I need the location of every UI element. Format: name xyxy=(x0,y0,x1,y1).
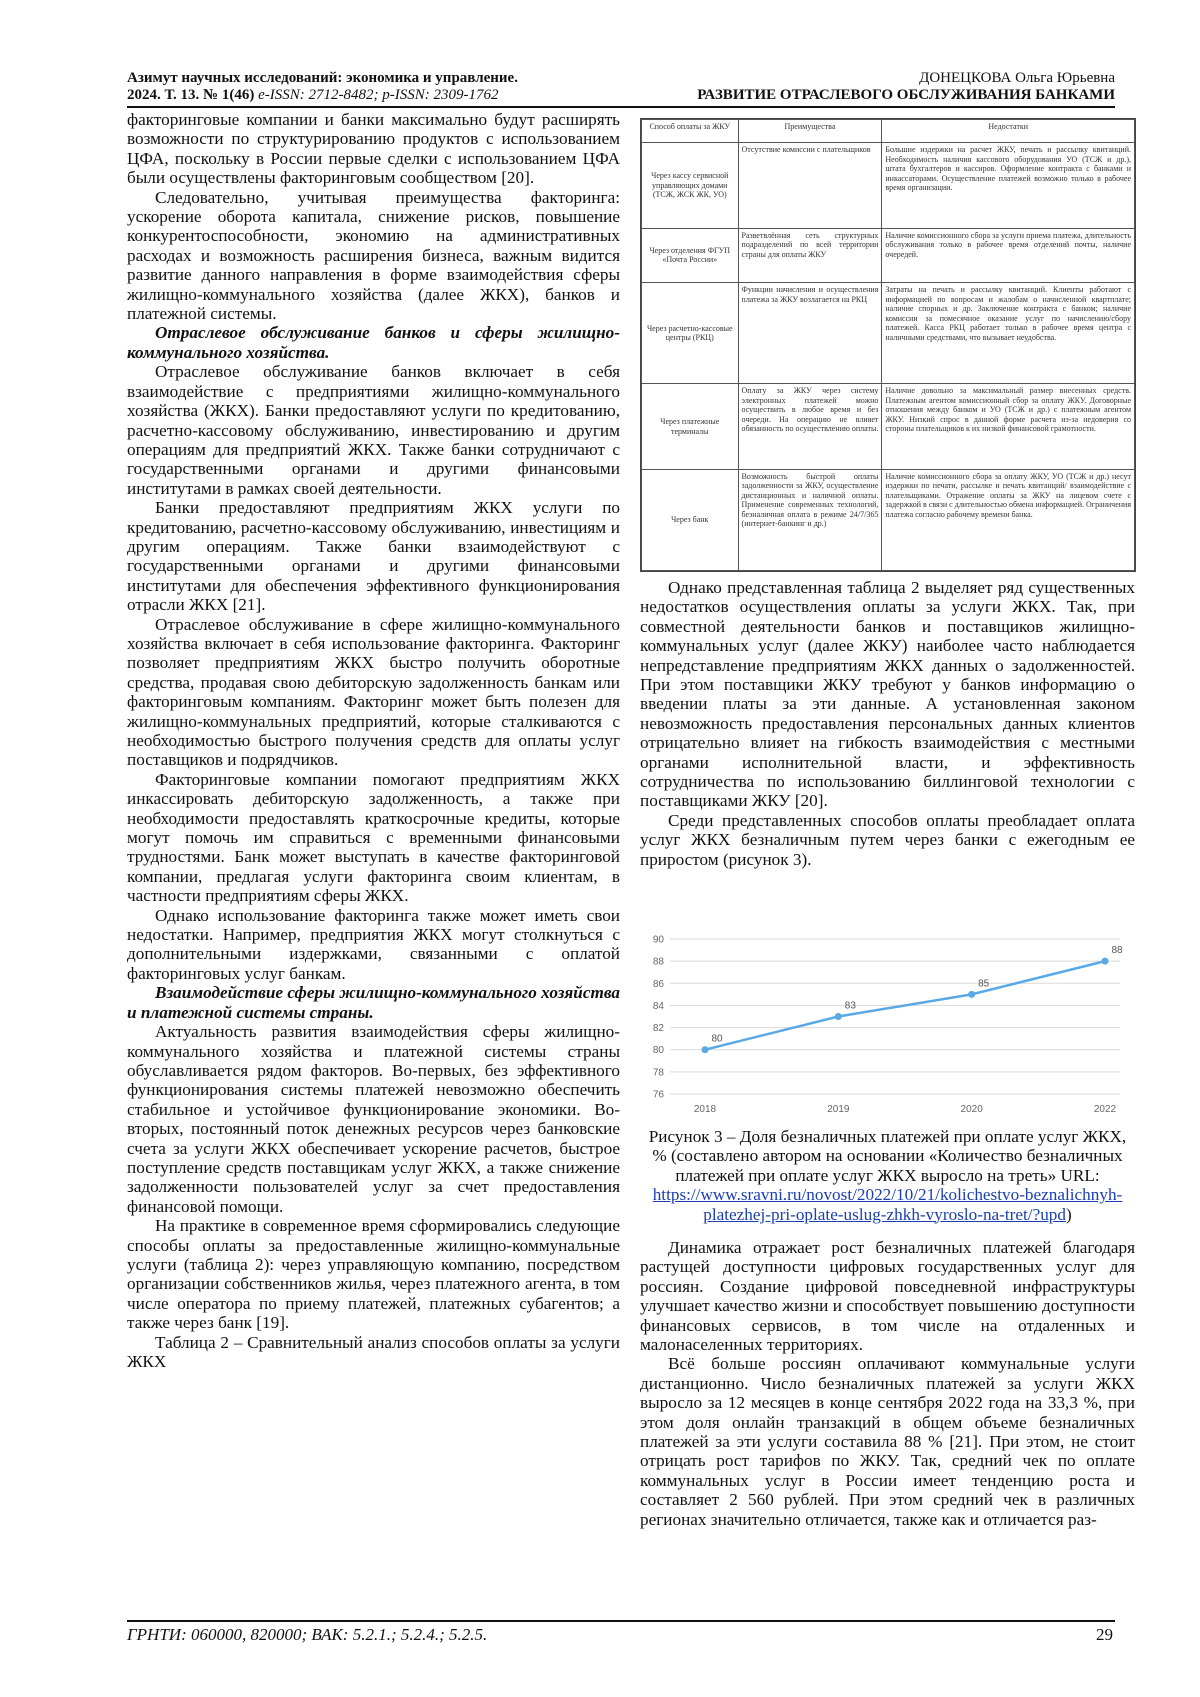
caption-close: ) xyxy=(1065,1204,1072,1224)
table-cell: Наличие комиссионного сбора за оплату ЖКУ, УО (ТСЖ и др.) несут издержки по печати, рассылке и печать квитанций/ взаимодействие с плательщиками. Отражение оплаты за ЖКУ на лицевом счете с задержкой в связи с длительностью обмена информацией. Ограничения платежа согласно рабочему времени банка. xyxy=(882,469,1135,570)
paragraph: Однако представленная таблица 2 выделяет ряд существенных недостатков осуществления оплаты за услуги ЖКХ. Так, при совместной деятельности банков и поставщиков жилищно-коммунальных услуг (далее ЖКУ) наиболее часто наблюдается непредставление предприятиям ЖКХ данных о задолженностей. При этом поставщики ЖКУ требуют у банков информацию о введении платы за эти данные. А установленная законом невозможность предоставления персональных данных клиентов отрицательно влияет на гибкость взаимодействия с местными органами исполнительной власти, и эффективность сотрудничества по использованию биллинговой технологии с поставщиками ЖКУ [20]. xyxy=(640,578,1135,811)
source-link[interactable]: https://www.sravni.ru/novost/2022/10/21/kolichestvo-beznalichnyh-platezhej-pri-oplate-uslug-zhkh-vyroslo-na-tret/?upd xyxy=(652,1185,1123,1224)
table-cell: Возможность быстрой оплаты задолженности за ЖКУ, осуществление дистанционных и наличной оплаты. Применение современных технологий, безналичная оплата в режиме 24/7/365 (интернет-банкинг и др.) xyxy=(738,469,882,570)
y-tick-label: 88 xyxy=(652,956,664,968)
right-column-top xyxy=(640,578,1135,869)
paragraph: Таблица 2 – Сравнительный анализ способов оплаты за услуги ЖКХ xyxy=(127,1332,620,1371)
table-header-cell: Преимущества xyxy=(738,120,882,143)
table-cell: Через кассу сервисной управляющих домами (ТСЖ, ЖСК ЖК, УО) xyxy=(642,143,739,229)
y-tick-label: 82 xyxy=(652,1023,664,1035)
paragraph: Всё больше россиян оплачивают коммунальные услуги дистанционно. Число безналичных платежей за услуги ЖКХ выросло за 12 месяцев в конце сентября 2022 года на 33,3 %, при этом доля онлайн транзакций в общем объеме безналичных платежей за эти услуги составила 88 % [21]. При этом, не стоит отрицать рост тарифов по ЖКУ. Так, средний чек по оплате коммунальных услуг в России имеет тенденцию роста и составляет 2 560 рублей. При этом средний чек в различных регионах значительно отличается, также как и отличается раз- xyxy=(640,1354,1135,1529)
table-cell: Через платежные терминалы xyxy=(642,384,739,470)
table-cell: Оплату за ЖКУ через систему электронных платежей можно осуществить в любое время и без очереди. На операцию не влияет обязанность по осуществлению оплаты. xyxy=(738,384,882,470)
table-row xyxy=(642,283,1135,384)
table-row xyxy=(642,469,1135,570)
paragraph: Среди представленных способов оплаты преобладает оплата услуг ЖКХ безналичным путем через банки с ежегодным ее приростом (рисунок 3). xyxy=(640,810,1135,869)
data-point xyxy=(968,991,975,998)
journal-issue-line xyxy=(127,87,518,104)
paragraph: Динамика отражает рост безналичных платежей благодаря растущей доступности цифровых государственных услуг для россиян. Создание цифровой повседневной инфраструктуры улучшает качество жизни и способствует повышению доступности финансовых сервисов, в том числе на отдаленных и малонаселенных территориях. xyxy=(640,1238,1135,1355)
journal-header xyxy=(127,70,518,104)
paragraph: Однако использование факторинга также может иметь свои недостатки. Например, предприятия ЖКХ могут столкнуться с дополнительными издержками, связанными с оплатой факторинговых услуг банкам. xyxy=(127,905,620,983)
table-cell: Функции начисления и осуществления платежа за ЖКУ возлагается на РКЦ xyxy=(738,283,882,384)
table-cell: Разветвлённая сеть структурных подразделений по всей территории страны для оплаты ЖКУ xyxy=(738,228,882,283)
table-cell: Наличие довольно за максимальный размер внесенных средств. Платежным агентом комиссионный сбор за оплату ЖКУ. Договорные отношения между банком и УО (ТСЖ и др.) с платежным агентом ЖКУ. Низкий спрос в данной форме расчета из-за недоверия со стороны плательщиков к их низкой финансовой грамотности. xyxy=(882,384,1135,470)
section-heading: Взаимодействие сферы жилищно-коммунального хозяйства и платежной системы страны. xyxy=(127,983,620,1022)
header-rule xyxy=(127,106,1115,108)
table-header-cell: Недостатки xyxy=(882,120,1135,143)
x-tick-label: 2022 xyxy=(1093,1104,1117,1115)
table-cell: Большие издержки на расчет ЖКУ, печать и рассылку квитанций. Необходимость наличия кассового оборудования УО (ТСЖ и др.), штата бухгалтеров и кассиров. Оформление контракта с банками и инкассаторами. Осуществление платежей возможно только в рабочее время организации. xyxy=(882,143,1135,229)
table-cell: Через расчетно-кассовые центры (РКЦ) xyxy=(642,283,739,384)
table-cell: Наличие комиссионного сбора за услуги приема платежа, длительность обслуживания только в рабочее время отделений почты, наличие очередей. xyxy=(882,228,1135,283)
right-column-bottom xyxy=(640,1238,1135,1529)
table-row xyxy=(642,384,1135,470)
figure-caption xyxy=(640,1127,1135,1224)
page-number: 29 xyxy=(1096,1625,1113,1644)
y-tick-label: 90 xyxy=(652,934,664,946)
footer-rule xyxy=(127,1620,1115,1622)
paragraph: Актуальность развития взаимодействия сферы жилищно-коммунального хозяйства и платежной системы страны обуславливается рядом факторов. Во-первых, без эффективного функционирования системы платежей невозможно обеспечить стабильное и устойчивое функционирование экономики. Во-вторых, постоянный поток денежных ресурсов через банковские счета за услуги ЖКХ обеспечивает ускорение расчетов, быстрое поступление средств поставщикам услуг ЖКХ, а также снижение задолженности пользователей услуг за счет предоставления финансовой помощи. xyxy=(127,1022,620,1216)
left-column xyxy=(127,110,620,1371)
chart-svg xyxy=(640,929,1135,1119)
article-title: РАЗВИТИЕ ОТРАСЛЕВОГО ОБСЛУЖИВАНИЯ БАНКАМИ xyxy=(697,87,1115,103)
table-cell: Отсутствие комиссии с плательщиков xyxy=(738,143,882,229)
data-label: 85 xyxy=(978,978,990,990)
table-row xyxy=(642,228,1135,283)
line-chart xyxy=(640,929,1135,1119)
table-cell: Через банк xyxy=(642,469,739,570)
data-point xyxy=(835,1013,842,1020)
data-label: 83 xyxy=(844,1000,856,1012)
journal-issn: e-ISSN: 2712-8482; p-ISSN: 2309-1762 xyxy=(258,87,499,103)
data-label: 88 xyxy=(1111,945,1123,957)
journal-issue: 2024. Т. 13. № 1(46) xyxy=(127,87,255,103)
table-header-cell: Способ оплаты за ЖКУ xyxy=(642,120,739,143)
y-tick-label: 78 xyxy=(652,1067,664,1079)
journal-name: Азимут научных исследований: экономика и управление. xyxy=(127,70,518,86)
footer-codes: ГРНТИ: 060000, 820000; ВАК: 5.2.1.; 5.2.4.; 5.2.5. xyxy=(127,1625,488,1644)
x-tick-label: 2018 xyxy=(693,1104,717,1115)
comparison-table xyxy=(640,118,1136,572)
table-header-row xyxy=(642,120,1135,143)
table-row xyxy=(642,143,1135,229)
data-point xyxy=(1102,958,1109,965)
y-tick-label: 76 xyxy=(652,1089,664,1101)
y-tick-label: 84 xyxy=(652,1000,664,1012)
data-label: 80 xyxy=(711,1033,723,1045)
paragraph: Следовательно, учитывая преимущества факторинга: ускорение оборота капитала, снижение рисков, повышение конкурентоспособности, экономию на административных расходах и возможность расширения бизнеса, важным видится развитие данного направления в форме взаимодействия сферы жилищно-коммунального хозяйства (далее ЖКХ), банков и платежной системы. xyxy=(127,187,620,324)
y-tick-label: 86 xyxy=(652,978,664,990)
paragraph: Отраслевое обслуживание банков включает в себя взаимодействие с предприятиями жилищно-коммунального хозяйства (ЖКХ). Банки предоставляют услуги по кредитованию, расчетно-кассовому обслуживанию, инвестированию и другим операциям для предприятий ЖКХ. Также банки сотрудничают с государственными органами и другими финансовыми институтами в рамках своей деятельности. xyxy=(127,362,620,498)
table-cell: Через отделения ФГУП «Почта России» xyxy=(642,228,739,283)
author-name: ДОНЕЦКОВА Ольга Юрьевна xyxy=(919,70,1115,86)
y-tick-label: 80 xyxy=(652,1045,664,1057)
article-header xyxy=(697,70,1115,104)
table-cell: Затраты на печать и рассылку квитанций. Клиенты работают с информацией по вопросам и жалобам о начисленной квартплате; наличие спорных и др. Заключение контракта с банком; наличие комиссии за помесячное оказание услуг по начислению/сбору платежей. Касса РКЦ работает только в рабочее время центра с наличными средствами, что вызывает неудобства. xyxy=(882,283,1135,384)
paragraph: Отраслевое обслуживание в сфере жилищно-коммунального хозяйства включает в себя использование факторинга. Факторинг позволяет предприятиям ЖКХ быстро получить оборотные средства, продавая свою дебиторскую задолженность банкам или факторинговым компаниям. Факторинг может быть полезен для жилищно-коммунальных предприятий, которые сталкиваются с необходимостью быстрого получения средств для оплаты услуг поставщиков и подрядчиков. xyxy=(127,614,620,770)
x-tick-label: 2020 xyxy=(960,1104,983,1115)
paragraph: Факторинговые компании помогают предприятиям ЖКХ инкассировать дебиторскую задолженность, а также при необходимости предоставлять краткосрочные кредиты, которые могут помочь им справиться с временными финансовыми трудностями. Банк может выступать в качестве факторинговой компании, предлагая услуги факторинга своим клиентам, в частности предприятиям сферы ЖКХ. xyxy=(127,769,620,906)
paragraph: На практике в современное время сформировались следующие способы оплаты за предоставленные жилищно-коммунальные услуги (таблица 2): через управляющую компанию, посредством организации собственников жилья, через платежного агента, в том числе оператора по приему платежей, платежных субагентов; а также через банк [19]. xyxy=(127,1216,620,1333)
data-point xyxy=(702,1046,709,1053)
section-heading: Отраслевое обслуживание банков и сферы жилищно-коммунального хозяйства. xyxy=(127,323,620,362)
caption-text: Рисунок 3 – Доля безналичных платежей при оплате услуг ЖКХ, % (составлено автором на основании «Количество безналичных платежей при оплате услуг ЖКХ выросло на треть» URL: xyxy=(648,1127,1127,1185)
paragraph: факторинговые компании и банки максимально будут расширять возможности по структурированию продуктов с использованием ЦФА, поскольку в России первые сделки с использованием ЦФА были осуществлены факторинговым сообществом [20]. xyxy=(127,110,620,188)
paragraph: Банки предоставляют предприятиям ЖКХ услуги по кредитованию, расчетно-кассовому обслуживанию, инвестициям и другим операциям. Также банки взаимодействуют с государственными органами и другими финансовыми институтами для обеспечения эффективного функционирования отрасли ЖКХ [21]. xyxy=(127,498,620,615)
x-tick-label: 2019 xyxy=(827,1104,850,1115)
